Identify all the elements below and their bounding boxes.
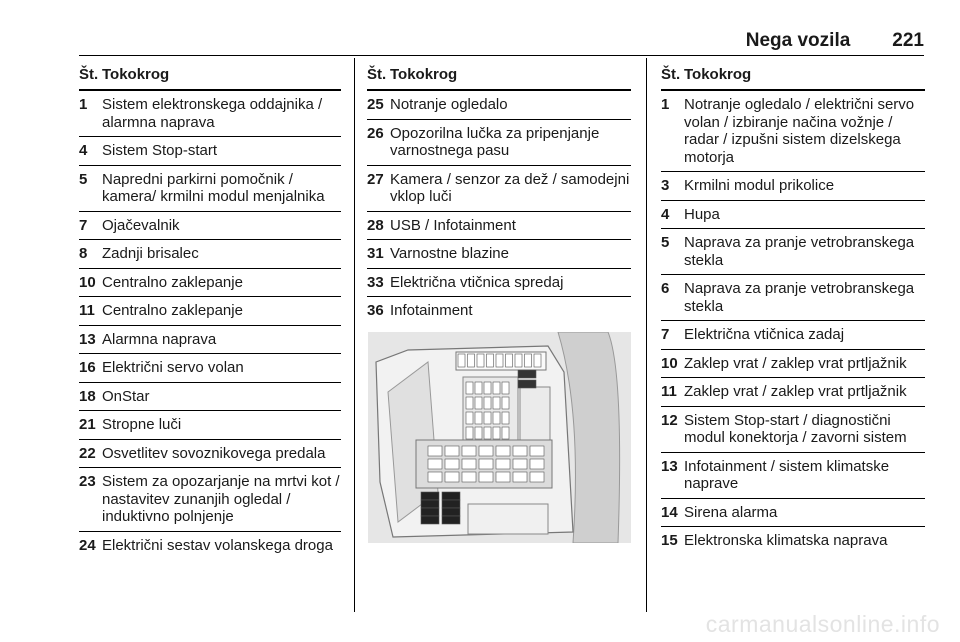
fuse-label-box xyxy=(421,508,439,516)
fuse-number: 5 xyxy=(661,234,670,251)
fuse-number: 7 xyxy=(79,216,88,234)
fuse-slot xyxy=(496,446,510,456)
fuse-number: 10 xyxy=(661,354,678,372)
fuse-slot xyxy=(493,397,500,409)
table-row xyxy=(661,201,925,230)
fuse-number: 13 xyxy=(79,330,96,348)
table-row xyxy=(79,326,341,355)
fuse-box-drawing xyxy=(368,332,631,543)
section-title: Nega vozila xyxy=(745,30,851,51)
table-row xyxy=(367,297,631,325)
fuse-number: 24 xyxy=(79,536,96,554)
fuse-slot xyxy=(475,397,482,409)
fuse-slot xyxy=(428,472,442,482)
table-row xyxy=(79,91,341,137)
table-row xyxy=(661,378,925,407)
fuse-slot xyxy=(502,412,509,424)
table-row xyxy=(79,297,341,326)
circuit-description: Sistem Stop-start / diagnostični modul konektorja / zavorni sistem xyxy=(684,411,907,446)
fuse-slot xyxy=(502,382,509,394)
table-row xyxy=(367,91,631,120)
table-row xyxy=(79,532,341,560)
fuse-number: 27 xyxy=(367,170,384,188)
circuit-description: USB / Infotainment xyxy=(390,216,516,234)
fuse-slot xyxy=(493,412,500,424)
column-divider xyxy=(354,58,355,612)
fuse-number: 5 xyxy=(79,170,88,188)
circuit-description: Centralno zaklepanje xyxy=(102,273,243,291)
circuit-description: Centralno zaklepanje xyxy=(102,302,243,319)
fuse-number: 3 xyxy=(661,177,670,194)
fuse-slot xyxy=(530,459,544,469)
fuse-slot xyxy=(428,446,442,456)
table-row xyxy=(661,321,925,350)
fuse-slot xyxy=(445,446,459,456)
fuse-slot xyxy=(496,459,510,469)
fuse-box-illustration xyxy=(368,332,631,543)
circuit-description: Krmilni modul prikolice xyxy=(684,177,835,194)
fuse-slot xyxy=(515,354,522,367)
fuse-label-box xyxy=(442,508,460,516)
fuse-slot xyxy=(493,427,500,439)
fuse-label-box xyxy=(518,380,536,388)
fuse-number: 11 xyxy=(661,383,677,400)
table-row xyxy=(661,229,925,275)
circuit-description: Hupa xyxy=(684,205,720,223)
fuse-number: 12 xyxy=(661,411,678,429)
fuse-number: 11 xyxy=(79,302,95,319)
fuse-number: 28 xyxy=(367,216,384,234)
fuse-slot xyxy=(506,354,513,367)
circuit-description: Sirena alarma xyxy=(684,503,778,521)
table-header xyxy=(661,66,925,91)
circuit-description: Električni servo volan xyxy=(102,359,244,376)
fuse-number: 14 xyxy=(661,503,678,521)
fuse-slot xyxy=(513,446,527,456)
fuse-number: 4 xyxy=(79,142,88,159)
fuse-number: 18 xyxy=(79,387,96,405)
circuit-description: Električna vtičnica spredaj xyxy=(390,273,564,291)
circuit-description: Sistem elektronskega oddajnika / alarmna naprava xyxy=(102,96,323,131)
fuse-number: 33 xyxy=(367,273,384,291)
fuse-number: 6 xyxy=(661,280,670,297)
fuse-slot xyxy=(445,459,459,469)
fuse-slot xyxy=(502,427,509,439)
circuit-description: Zadnji brisalec xyxy=(102,245,199,262)
table-row xyxy=(79,240,341,269)
circuit-description: Zaklep vrat / zaklep vrat prtljažnik xyxy=(684,354,907,372)
table-row xyxy=(367,269,631,298)
fuse-slot xyxy=(475,382,482,394)
fuse-slot xyxy=(428,459,442,469)
table-row xyxy=(661,407,925,453)
fuse-slot xyxy=(462,459,476,469)
circuit-description: Sistem za opozarjanje na mrtvi kot / nastavitev zunanjih ogledal / induktivno polnjenje xyxy=(102,473,340,525)
circuit-description: Infotainment / sistem klimatske naprave xyxy=(684,457,890,492)
fuse-slot xyxy=(462,472,476,482)
fuse-number: 8 xyxy=(79,245,88,262)
fuse-slot xyxy=(525,354,532,367)
circuit-description: Osvetlitev sovoznikovega predala xyxy=(102,444,326,462)
circuit-description: Napredni parkirni pomočnik / kamera/ krmilni modul menjalnika xyxy=(102,170,325,205)
circuit-description: Varnostne blazine xyxy=(390,245,509,262)
fuse-slot xyxy=(502,397,509,409)
fuse-slot xyxy=(513,459,527,469)
fuse-slot xyxy=(484,397,491,409)
fuse-slot xyxy=(479,472,493,482)
fuse-slot xyxy=(513,472,527,482)
fuse-slot xyxy=(530,446,544,456)
header-circuit: Tokokrog xyxy=(684,66,752,83)
table-row xyxy=(79,354,341,383)
fuse-label-box xyxy=(442,500,460,508)
fuse-slot xyxy=(496,354,503,367)
fuse-slot xyxy=(493,382,500,394)
circuit-description: Ojačevalnik xyxy=(102,216,180,234)
circuit-description: Alarmna naprava xyxy=(102,330,217,348)
table-row xyxy=(661,350,925,379)
table-row xyxy=(79,383,341,412)
fuse-label-box xyxy=(421,516,439,524)
fuse-slot xyxy=(530,472,544,482)
fuse-slot xyxy=(458,354,465,367)
circuit-description: OnStar xyxy=(102,387,150,405)
fuse-label-box xyxy=(442,516,460,524)
circuit-description: Kamera / senzor za dež / samodejni vklop luči xyxy=(390,170,630,205)
fuse-slot xyxy=(484,427,491,439)
circuit-description: Električni sestav volanskega droga xyxy=(102,536,333,554)
fuse-number: 36 xyxy=(367,302,384,319)
fuse-number: 31 xyxy=(367,245,384,262)
table-row xyxy=(367,240,631,269)
table-row xyxy=(79,411,341,440)
fuse-slot xyxy=(496,472,510,482)
fuse-number: 21 xyxy=(79,416,96,433)
header-number: Št. xyxy=(367,66,387,83)
circuit-description: Notranje ogledalo / električni servo volan / izbiranje načina vožnje / radar / izpušni sistem dizelskega motorja xyxy=(684,96,915,166)
fuse-table-column-3 xyxy=(661,66,925,555)
circuit-description: Infotainment xyxy=(390,302,473,319)
fuse-number: 13 xyxy=(661,457,678,475)
fuse-number: 10 xyxy=(79,273,96,291)
fuse-slot xyxy=(468,354,475,367)
fuse-label-box xyxy=(421,492,439,500)
fuse-table-column-1 xyxy=(79,66,341,559)
fuse-number: 25 xyxy=(367,96,384,113)
fuse-slot xyxy=(487,354,494,367)
table-row xyxy=(661,172,925,201)
fuse-slot xyxy=(475,427,482,439)
table-header xyxy=(79,66,341,91)
fuse-slot xyxy=(475,412,482,424)
watermark-footer: carmanualsonline.info xyxy=(705,611,940,637)
circuit-description: Elektronska klimatska naprava xyxy=(684,532,888,549)
table-row xyxy=(661,527,925,555)
header-number: Št. xyxy=(661,66,681,83)
fuse-slot xyxy=(477,354,484,367)
table-row xyxy=(367,166,631,212)
fuse-label-box xyxy=(421,500,439,508)
fuse-slot xyxy=(445,472,459,482)
fuse-number: 16 xyxy=(79,359,96,376)
fuse-table-column-2 xyxy=(367,66,631,325)
fuse-number: 4 xyxy=(661,205,670,223)
fuse-number: 22 xyxy=(79,444,96,462)
fuse-number: 15 xyxy=(661,532,678,549)
fuse-number: 26 xyxy=(367,124,384,142)
fuse-slot xyxy=(479,446,493,456)
fuse-slot xyxy=(466,427,473,439)
fuse-number: 1 xyxy=(79,96,88,113)
table-row xyxy=(367,212,631,241)
fuse-slot xyxy=(466,382,473,394)
table-header xyxy=(367,66,631,91)
table-row xyxy=(79,468,341,532)
fuse-number: 1 xyxy=(661,96,670,113)
circuit-description: Stropne luči xyxy=(102,416,182,433)
fuse-slot xyxy=(479,459,493,469)
circuit-description: Naprava za pranje vetrobranskega stekla xyxy=(684,280,915,315)
circuit-description: Sistem Stop-start xyxy=(102,142,218,159)
fuse-slot xyxy=(534,354,541,367)
fuse-label-box xyxy=(518,370,536,378)
header-circuit: Tokokrog xyxy=(102,66,170,83)
table-row xyxy=(79,440,341,469)
table-row xyxy=(79,269,341,298)
fuse-slot xyxy=(484,382,491,394)
circuit-description: Opozorilna lučka za pripenjanje varnostnega pasu xyxy=(390,124,600,159)
circuit-description: Električna vtičnica zadaj xyxy=(684,326,845,343)
fuse-slot xyxy=(484,412,491,424)
circuit-description: Notranje ogledalo xyxy=(390,96,508,113)
page-number: 221 xyxy=(892,30,924,51)
table-row xyxy=(79,212,341,241)
table-row xyxy=(79,166,341,212)
page-header xyxy=(79,30,924,56)
fuse-number: 7 xyxy=(661,326,670,343)
header-number: Št. xyxy=(79,66,99,83)
table-row xyxy=(661,91,925,172)
table-row xyxy=(661,453,925,499)
fuse-slot xyxy=(462,446,476,456)
fuse-slot xyxy=(466,397,473,409)
fuse-label-box xyxy=(442,492,460,500)
table-row xyxy=(661,499,925,528)
column-divider xyxy=(646,58,647,612)
circuit-description: Zaklep vrat / zaklep vrat prtljažnik xyxy=(684,383,907,400)
fuse-number: 23 xyxy=(79,473,96,490)
fuse-slot xyxy=(466,412,473,424)
table-row xyxy=(367,120,631,166)
header-circuit: Tokokrog xyxy=(390,66,458,83)
table-row xyxy=(661,275,925,321)
table-row xyxy=(79,137,341,166)
circuit-description: Naprava za pranje vetrobranskega stekla xyxy=(684,234,915,269)
